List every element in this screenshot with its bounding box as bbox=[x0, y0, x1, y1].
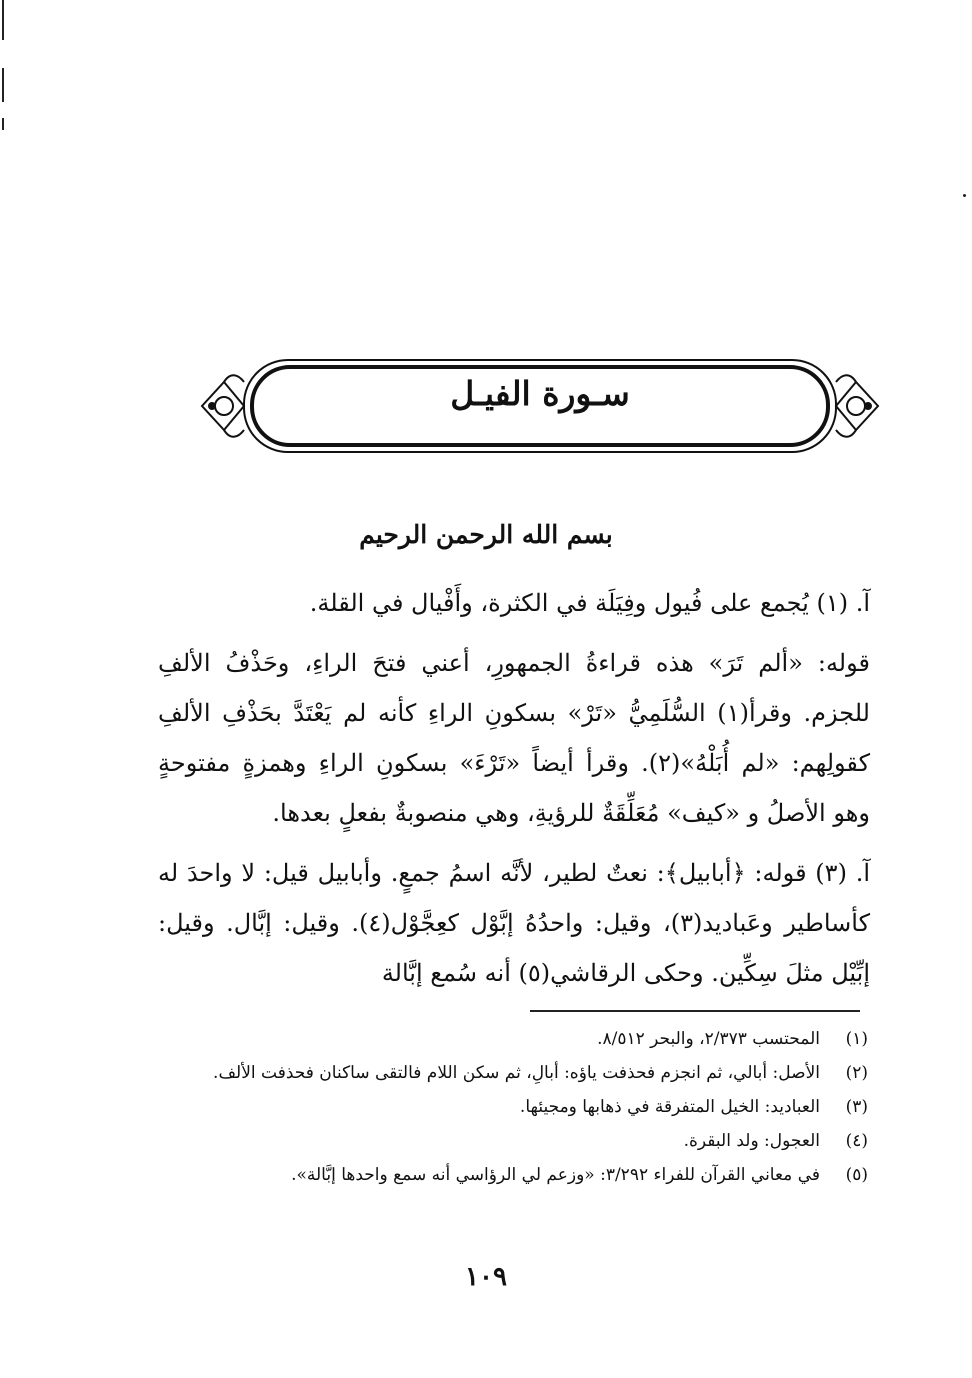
paragraph-text: قوله: «ألم تَرَ» هذه قراءةُ الجمهورِ، أعني فتحَ الراءِ، وحَذْفُ الألفِ للجزم. وقرأ(١) السُّلَمِيُّ «تَرْ» بسكونِ الراءِ كأنه لم يَعْتَدَّ بحَذْفِ الألفِ كقولِهم: «لم أُبَلْهُ»(٢). وقرأ أيضاً «تَرْءَ» بسكونِ الراءِ وهمزةٍ مفتوحةٍ وهو الأصلُ و «كيف» مُعَلِّقَةٌ للرؤيةِ، وهي منصوبةٌ بفعلٍ بعدها. bbox=[158, 649, 870, 827]
footnote-text: في معاني القرآن للفراء ٣/٢٩٢: «وزعم لي الرؤاسي أنه سمع واحدها إبَّالة». bbox=[291, 1165, 820, 1185]
footnote bbox=[150, 1022, 868, 1056]
footnotes bbox=[150, 1022, 868, 1192]
footnote bbox=[150, 1124, 868, 1158]
page-number: ١٠٩ bbox=[465, 1262, 507, 1292]
paragraph-text: آ. (١) يُجمع على فُيول وفِيَلَة في الكثرة، وأَفْيال في القلة. bbox=[309, 589, 870, 617]
footnote-number: (٤) bbox=[845, 1131, 868, 1151]
footnote-text: الأصل: أبالي، ثم انجزم فحذفت ياؤه: أبالِ، ثم سكن اللام فالتقى ساكنان فحذفت الألف. bbox=[213, 1063, 820, 1083]
scan-edge-mark bbox=[2, 68, 4, 102]
scan-edge-mark bbox=[2, 0, 4, 40]
surah-title: سـورة الفيـل bbox=[450, 374, 630, 413]
footnote-text: المحتسب ٢/٣٧٣، والبحر ٨/٥١٢. bbox=[597, 1029, 820, 1049]
footnote-separator bbox=[530, 1010, 860, 1012]
verse-1-paragraph bbox=[158, 578, 870, 628]
paragraph-text: آ. (٣) قوله: ﴿أبابيل﴾: نعتٌ لطير، لأنَّه اسمُ جمعٍ. وأبابيل قيل: لا واحدَ له كأساطير وعَباديد(٣)، وقيل: واحدُهُ إبَّوْل كعِجَّوْل(٤). وقيل: إبَّال. وقيل: إبِّيْل مثلَ سِكِّين. وحكى الرقاشي(٥) أنه سُمع إبَّالة bbox=[158, 859, 870, 987]
basmala: بسم الله الرحمن الرحيم bbox=[359, 520, 613, 549]
footnote-number: (٢) bbox=[845, 1063, 868, 1083]
verse-3-paragraph bbox=[158, 848, 870, 998]
surah-title-frame bbox=[196, 352, 884, 460]
footnote-number: (٥) bbox=[845, 1165, 868, 1185]
footnote-number: (١) bbox=[845, 1029, 868, 1049]
scan-edge-mark bbox=[2, 118, 4, 130]
footnote bbox=[150, 1090, 868, 1124]
footnote-text: العجول: ولد البقرة. bbox=[683, 1131, 820, 1151]
scan-speck bbox=[963, 194, 966, 197]
footnote bbox=[150, 1056, 868, 1090]
verse-1-commentary bbox=[158, 638, 870, 838]
footnote bbox=[150, 1158, 868, 1192]
footnote-text: العباديد: الخيل المتفرقة في ذهابها ومجيئها. bbox=[519, 1097, 820, 1117]
footnote-number: (٣) bbox=[845, 1097, 868, 1117]
